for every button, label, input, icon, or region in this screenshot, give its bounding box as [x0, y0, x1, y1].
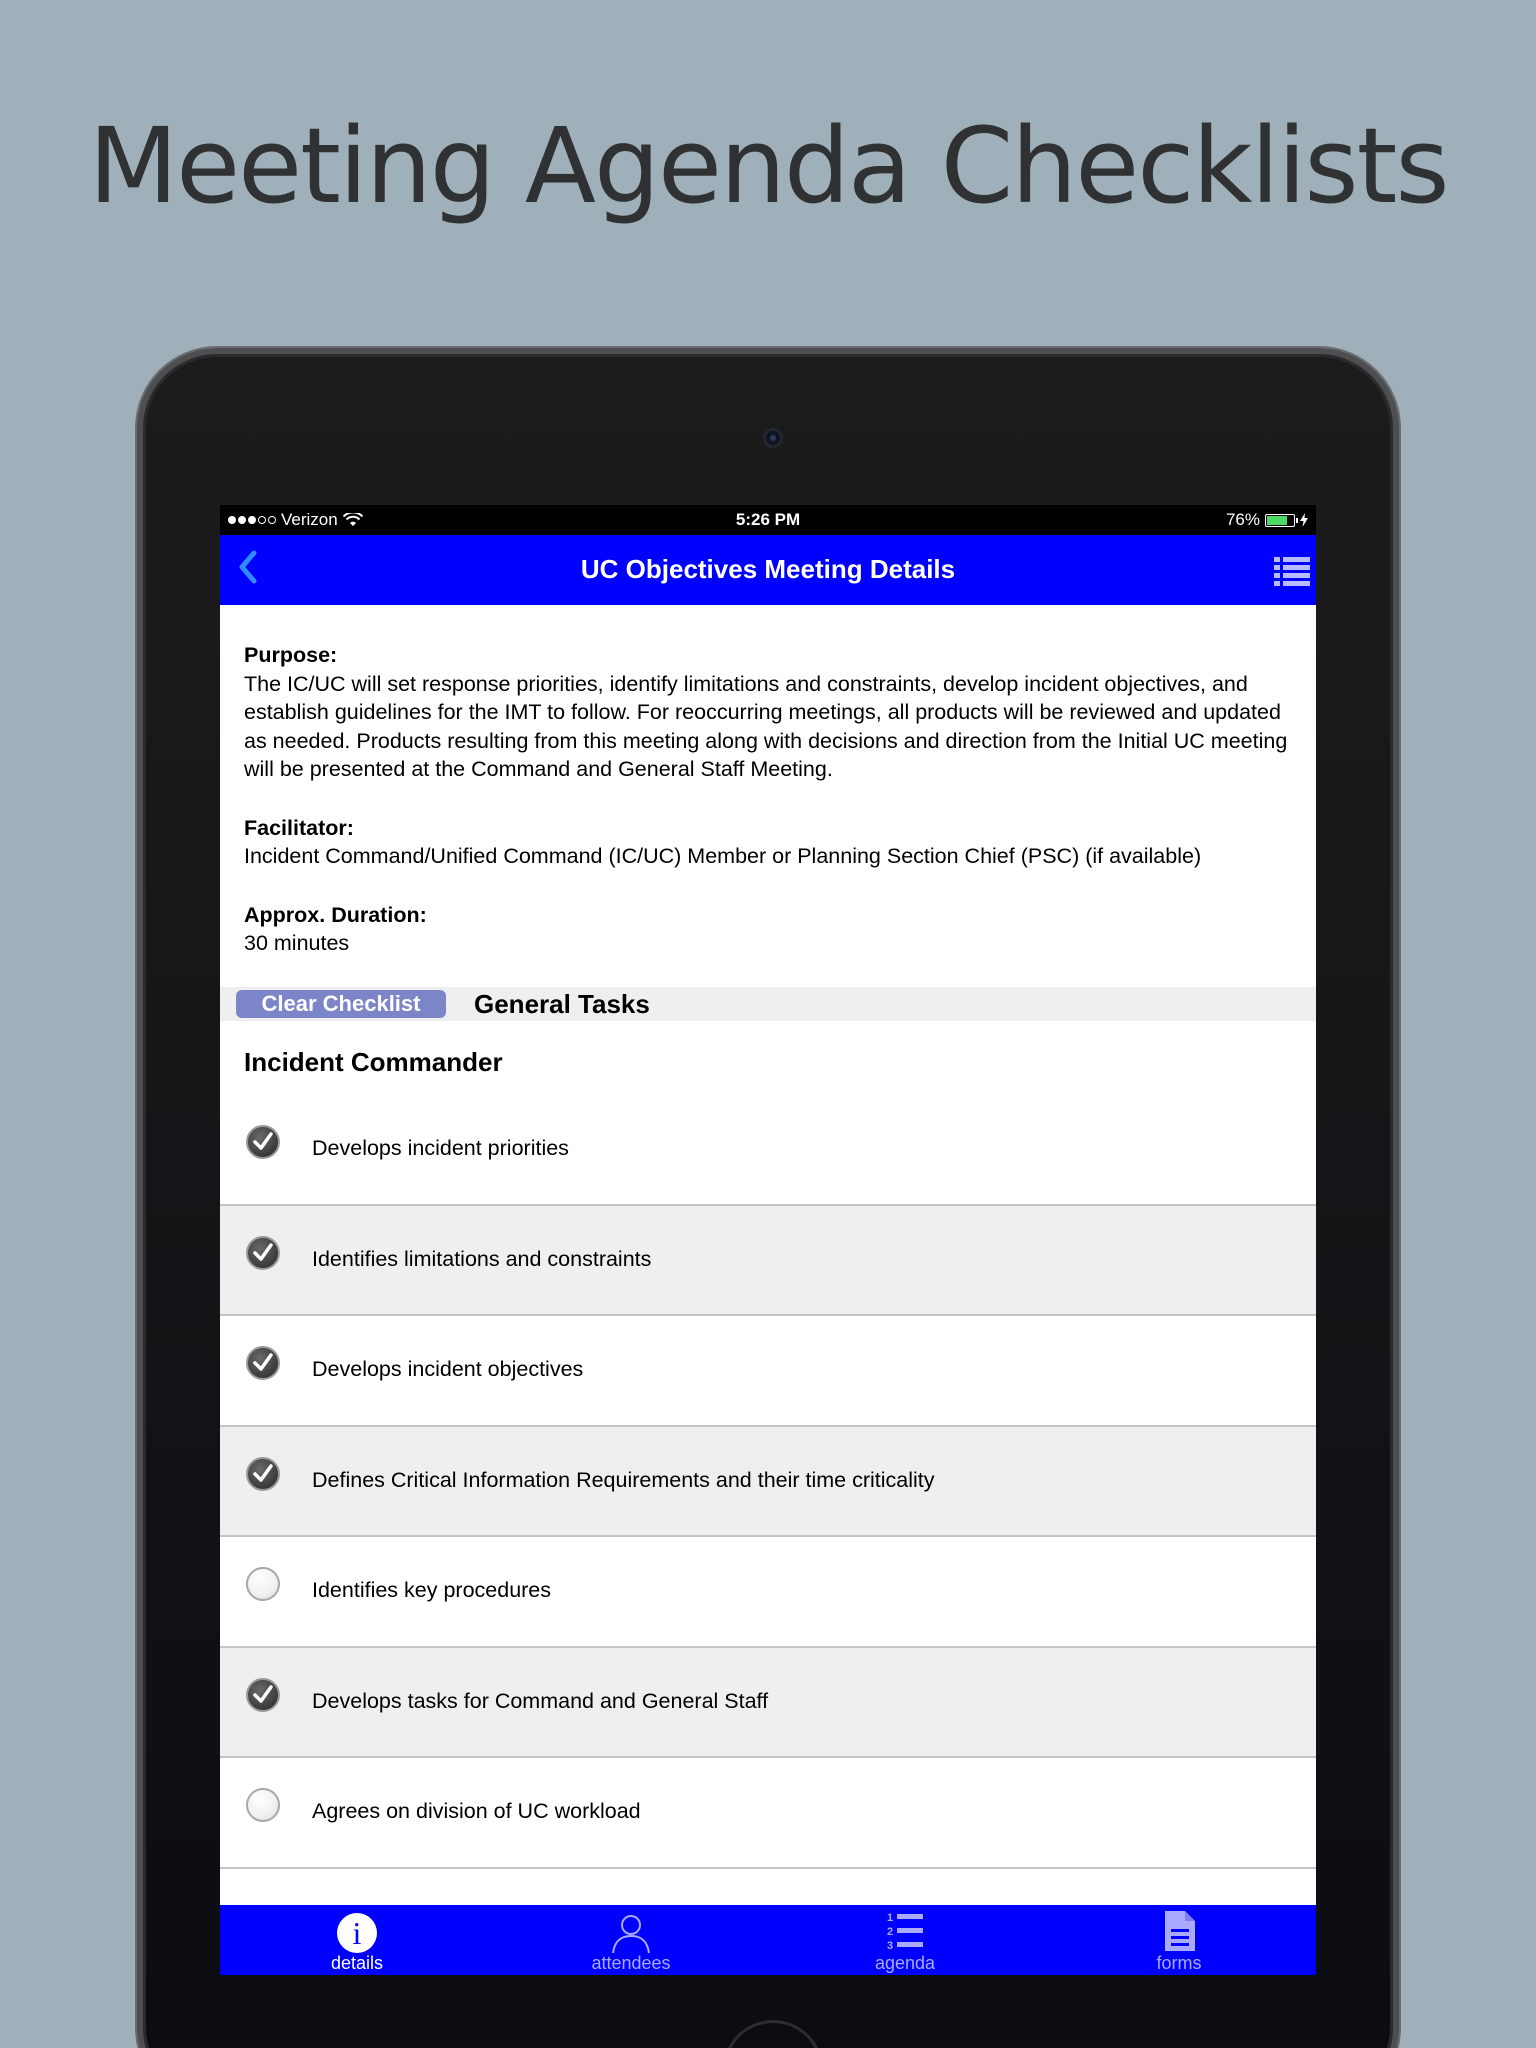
checkmark-icon	[251, 1130, 275, 1154]
checked-checkbox[interactable]	[246, 1457, 280, 1491]
tab-agenda[interactable]	[815, 1905, 995, 1975]
tab-attendees[interactable]	[541, 1905, 721, 1975]
home-button[interactable]	[723, 2020, 823, 2048]
svg-text:1: 1	[887, 1912, 894, 1924]
nav-title: UC Objectives Meeting Details	[580, 554, 956, 584]
checked-checkbox[interactable]	[246, 1678, 280, 1712]
task-label: Develops incident priorities	[312, 1136, 569, 1160]
facilitator-block	[244, 814, 1292, 871]
purpose-text: The IC/UC will set response priorities, identify limitations and constraints, develop incident objectives, and establish guidelines for the IMT to follow. For reoccurring meetings, all products will be reviewed and updated as needed. Products resulting from this meeting along with decisions and direction from the Initial UC meeting will be presented at the Command and General Staff Meeting.	[244, 671, 1288, 781]
checked-checkbox[interactable]	[246, 1125, 280, 1159]
duration-label: Approx. Duration:	[244, 902, 427, 927]
tab-details[interactable]	[267, 1905, 447, 1975]
facilitator-label: Facilitator:	[244, 815, 354, 840]
tab-details-label: details	[330, 1953, 384, 1973]
task-label: Agrees on division of UC workload	[312, 1799, 641, 1823]
checkmark-icon	[251, 1241, 275, 1265]
svg-text:i: i	[352, 1915, 362, 1951]
task-label: Defines Critical Information Requirements and their time criticality	[312, 1467, 935, 1492]
svg-text:2: 2	[887, 1926, 894, 1938]
facilitator-text: Incident Command/Unified Command (IC/UC) Member or Planning Section Chief (PSC) (if available)	[244, 844, 1202, 868]
checkmark-icon	[251, 1683, 275, 1707]
content-area[interactable]	[220, 605, 1316, 1905]
section-header	[220, 987, 1316, 1021]
clear-checklist-button[interactable]: Clear Checklist	[236, 990, 446, 1018]
purpose-label: Purpose:	[244, 643, 338, 667]
task-row[interactable]	[220, 1316, 1316, 1427]
duration-block	[244, 901, 1292, 958]
checkmark-icon	[251, 1462, 275, 1486]
status-time: 5:26 PM	[735, 510, 801, 529]
tab-agenda-label: agenda	[874, 1953, 936, 1973]
status-bar	[220, 505, 1316, 535]
nav-bar	[220, 535, 1316, 605]
tab-bar	[220, 1905, 1316, 1975]
tab-forms[interactable]	[1089, 1905, 1269, 1975]
battery-icon	[1265, 514, 1295, 527]
unchecked-checkbox[interactable]	[246, 1567, 280, 1601]
task-row[interactable]	[220, 1427, 1316, 1538]
task-row[interactable]	[220, 1537, 1316, 1648]
unchecked-checkbox[interactable]	[246, 1788, 280, 1822]
task-row[interactable]	[220, 1206, 1316, 1317]
meeting-info	[220, 605, 1316, 958]
task-row[interactable]	[220, 1095, 1316, 1206]
list-icon[interactable]	[1274, 555, 1310, 589]
tab-attendees-label: attendees	[591, 1953, 671, 1973]
tab-forms-label: forms	[1156, 1953, 1202, 1973]
duration-text: 30 minutes	[244, 931, 350, 955]
camera	[763, 428, 783, 448]
info-icon	[335, 1909, 379, 1953]
task-label: Develops incident objectives	[312, 1357, 584, 1381]
battery-percent: 76%	[1225, 510, 1260, 529]
role-title: Incident Commander	[244, 1047, 503, 1077]
page-headline: Meeting Agenda Checklists	[88, 105, 1448, 227]
checked-checkbox[interactable]	[246, 1236, 280, 1270]
purpose-block	[244, 641, 1292, 784]
document-icon	[1157, 1909, 1201, 1953]
section-title: General Tasks	[474, 988, 650, 1019]
task-row[interactable]	[220, 1648, 1316, 1759]
person-icon	[609, 1909, 653, 1953]
checkmark-icon	[251, 1351, 275, 1375]
task-row[interactable]	[220, 1758, 1316, 1869]
app-screen	[220, 505, 1316, 1975]
task-label: Develops tasks for Command and General Staff	[312, 1688, 769, 1713]
task-list	[220, 1095, 1316, 1869]
svg-text:3: 3	[887, 1940, 894, 1952]
carrier-label: Verizon	[281, 510, 338, 529]
charging-icon	[1300, 513, 1308, 527]
checked-checkbox[interactable]	[246, 1346, 280, 1380]
task-label: Identifies key procedures	[312, 1578, 552, 1602]
numbered-list-icon	[883, 1909, 927, 1953]
task-label: Identifies limitations and constraints	[312, 1246, 652, 1271]
